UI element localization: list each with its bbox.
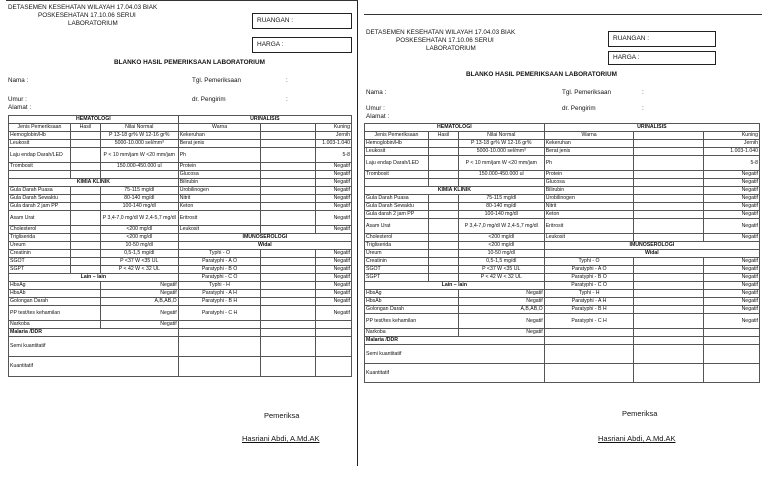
row-gdp-2: Gula Darah Puasa	[365, 195, 429, 203]
row-goldar-2: Golongan Darah	[365, 306, 459, 314]
row-typhi-h-2: Typhi - H	[544, 290, 634, 298]
row-goldar: Golongan Darah	[9, 298, 101, 306]
row-bilirubin: Bilirubin	[178, 179, 261, 187]
row-leukosit-2: Leukosit	[365, 148, 429, 156]
gdp-normal-2: 75-115 mg/dl	[458, 195, 544, 203]
row-ureum: Ureum	[9, 242, 71, 250]
row-para-bh: Paratyphi - B H	[178, 298, 261, 306]
row-nitrit: Nitrit	[178, 195, 261, 203]
header-line-3: LABORATORIUM	[68, 20, 118, 27]
row-malaria-2: Malaria /DDR	[365, 337, 545, 345]
col-nilai-2: Nilai Normal	[458, 132, 544, 140]
leukosit-normal: 5000-10.000 sel/mm³	[100, 140, 178, 148]
nitrit-normal-2: Negatif	[704, 203, 760, 211]
keton-normal-2: Negatif	[704, 211, 760, 219]
row-led: Laju endap Darah/LED	[9, 148, 71, 163]
form-title: BLANKO HASIL PEMERIKSAAN LABORATORIUM	[114, 59, 265, 66]
row-protein-2: Protein	[544, 171, 634, 179]
row-malaria: Malaria /DDR	[9, 329, 179, 337]
row-narkoba: Narkoba	[9, 321, 101, 329]
row-cholesterol-2: Cholesterol	[365, 234, 429, 242]
row-para-ch-2: Paratyphi - C H	[544, 314, 634, 329]
warna-normal-2: Kuning	[704, 132, 760, 140]
pp-normal-2: Negatif	[458, 314, 544, 329]
nama-field-2: Nama :	[366, 89, 387, 96]
gd2-normal-2: 100-140 mg/dl	[458, 211, 544, 219]
col-nilai: Nilai Normal	[100, 124, 178, 132]
leukosit-normal-2: 5000-10.000 sel/mm³	[458, 148, 544, 156]
uro-normal: Negatif	[316, 187, 352, 195]
row-urobilinogen: Urobilinogen	[178, 187, 261, 195]
hbsag-normal-2: Negatif	[458, 290, 544, 298]
dr-field: dr. Pengirim	[192, 96, 226, 103]
row-urobilinogen-2: Urobilinogen	[544, 195, 634, 203]
row-ureum-2: Ureum	[365, 250, 429, 258]
header-line-1-2: DETASEMEN KESEHATAN WILAYAH 17.04.03 BIAK	[366, 29, 516, 36]
hbsag-normal: Negatif	[100, 282, 178, 290]
row-sgot-2: SGOT	[365, 266, 429, 274]
form-header-2	[366, 29, 515, 53]
hb-normal-2: P 13-18 gr% W 12-16 gr%	[458, 140, 544, 148]
lain-heading-2: Lain – lain	[365, 282, 545, 290]
hb-normal: P 13-18 gr% W 12-16 gr%	[100, 132, 178, 140]
row-gdp: Gula Darah Puasa	[9, 187, 71, 195]
imuno-heading: IMUNOSEROLOGI	[178, 234, 351, 242]
row-para-ah: Paratyphi - A H	[178, 290, 261, 298]
row-led-2: Laju endap Darah/LED	[365, 156, 429, 171]
leuk-u-normal: Negatif	[316, 226, 352, 234]
kekeruhan-normal-2: Jernih	[704, 140, 760, 148]
dr-colon-2: :	[642, 105, 644, 112]
alamat-field: Alamat :	[8, 104, 32, 111]
row-bj-2: Berat jenis	[544, 148, 634, 156]
pemeriksa-label-2: Pemeriksa	[622, 409, 658, 418]
ph-normal: 5-8	[316, 148, 352, 163]
kimia-heading: KIMIA KLINIK	[9, 179, 179, 187]
hbsab-normal: Negatif	[100, 290, 178, 298]
kimia-heading-2: KIMIA KLINIK	[365, 187, 545, 195]
umur-field: Umur :	[8, 96, 27, 103]
row-asam-urat-2: Asam Urat	[365, 219, 429, 234]
uro-normal-2: Negatif	[704, 195, 760, 203]
header-line-2-2: POSKESEHATAN 17.10.06 SERUI	[396, 37, 494, 44]
typhi-h-normal-2: Negatif	[704, 290, 760, 298]
row-eritrosit-2: Eritrosit	[544, 219, 634, 234]
asam-normal: P 3,4-7,0 mg/dl W 2,4-5,7 mg/dl	[100, 211, 178, 226]
row-gd2: Gula darah 2 jam PP	[9, 203, 71, 211]
urinalisis-heading: URINALISIS	[178, 116, 351, 124]
protein-normal: Negatif	[316, 163, 352, 171]
row-para-ah-2: Paratyphi - A H	[544, 298, 634, 306]
sgot-normal-2: P <37 W <35 UL	[458, 266, 544, 274]
row-trombosit-2: Trombosit	[365, 171, 429, 179]
row-typhi-o-2: Typhi - O	[544, 258, 634, 266]
chol-normal: <200 mg/dl	[100, 226, 178, 234]
row-eritrosit: Eritrosit	[178, 211, 261, 226]
row-leukosit: Leukosit	[9, 140, 71, 148]
ureum-normal: 10-50 mg/dl	[100, 242, 178, 250]
row-para-bo-2: Paratyphi - B O	[544, 274, 634, 282]
tgl-field-2: Tgl. Pemeriksaan	[562, 89, 611, 96]
nitrit-normal: Negatif	[316, 195, 352, 203]
lab-form-left	[6, 0, 358, 466]
sgpt-normal: P < 42 W < 32 UL	[100, 266, 178, 274]
trombosit-normal-2: 150.000-450.000 ul	[458, 171, 544, 179]
header-line-3-2: LABORATORIUM	[426, 45, 476, 52]
form-title-2: BLANKO HASIL PEMERIKSAAN LABORATORIUM	[466, 71, 617, 78]
keton-normal: Negatif	[316, 203, 352, 211]
lab-table	[8, 115, 352, 377]
trombosit-normal: 150.000-450.000 ul	[100, 163, 178, 171]
bj-normal: 1.003-1.040	[316, 140, 352, 148]
pao-normal: Negatif	[316, 258, 352, 266]
pco-normal: Negatif	[316, 274, 352, 282]
row-glucosa-2: Glucosa	[544, 179, 634, 187]
gds-normal: 80-140 mg/dl	[100, 195, 178, 203]
kekeruhan-normal: Jernih	[316, 132, 352, 140]
col-jenis: Jenis Pemeriksaan	[9, 124, 71, 132]
row-para-bo: Paratyphi - B O	[178, 266, 261, 274]
imuno-heading-2: IMUNOSEROLOGI	[544, 242, 759, 250]
typhi-o-normal-2: Negatif	[704, 258, 760, 266]
row-trigliserida-2: Trigliserida	[365, 242, 429, 250]
dr-colon: :	[286, 96, 288, 103]
narkoba-normal-2: Negatif	[458, 329, 544, 337]
hbsab-normal-2: Negatif	[458, 298, 544, 306]
narkoba-normal: Negatif	[100, 321, 178, 329]
row-pp-test: PP test/tes kehamilan	[9, 306, 101, 321]
warna-normal: Kuning	[316, 124, 352, 132]
pemeriksa-label: Pemeriksa	[264, 411, 300, 420]
trig-normal: <200 mg/dl	[100, 234, 178, 242]
hematologi-heading: HEMATOLOGI	[9, 116, 179, 124]
row-hb-2: Hemoglobin/Hb	[365, 140, 429, 148]
tgl-field: Tgl. Pemeriksaan	[192, 77, 241, 84]
pah-normal: Negatif	[316, 290, 352, 298]
row-kekeruhan: Kekeruhan	[178, 132, 261, 140]
eritrosit-normal-2: Negatif	[704, 219, 760, 234]
sgpt-normal-2: P < 42 W < 32 UL	[458, 274, 544, 282]
signer-name-2: Hasriani Abdi, A.Md.AK	[598, 434, 676, 443]
row-sgpt: SGPT	[9, 266, 71, 274]
umur-field-2: Umur :	[366, 105, 385, 112]
glucosa-normal: Negatif	[316, 171, 352, 179]
led-normal: P < 10 mm/jam W <20 mm/jam	[100, 148, 178, 163]
typhi-o-normal: Negatif	[316, 250, 352, 258]
row-trigliserida: Trigliserida	[9, 234, 71, 242]
row-semi: Semi kuantitatif	[9, 337, 179, 357]
row-hbsab-2: HbsAb	[365, 298, 459, 306]
ph-normal-2: 5-8	[704, 156, 760, 171]
col-hasil-2: Hasil	[428, 132, 458, 140]
row-hbsag-2: HbsAg	[365, 290, 459, 298]
bj-normal-2: 1.003-1.040	[704, 148, 760, 156]
row-creatinin-2: Creatinin	[365, 258, 429, 266]
pah-normal-2: Negatif	[704, 298, 760, 306]
tgl-colon-2: :	[642, 89, 644, 96]
col-warna: Warna	[178, 124, 261, 132]
led-normal-2: P < 10 mm/jam W <20 mm/jam	[458, 156, 544, 171]
urinalisis-heading-2: URINALISIS	[544, 124, 759, 132]
row-ph: Ph	[178, 148, 261, 163]
sgot-normal: P <37 W <35 UL	[100, 258, 178, 266]
eritrosit-normal: Negatif	[316, 211, 352, 226]
row-protein: Protein	[178, 163, 261, 171]
gd2-normal: 100-140 mg/dl	[100, 203, 178, 211]
row-hb: Hemoglobin/Hb	[9, 132, 71, 140]
creat-normal-2: 0,5-1,5 mg/dl	[458, 258, 544, 266]
ruangan-box: RUANGAN :	[252, 13, 352, 29]
lab-form-right	[364, 14, 762, 480]
row-kuanti-2: Kuantitatif	[365, 364, 545, 383]
goldar-normal: A,B,AB,O	[100, 298, 178, 306]
row-bj: Berat jenis	[178, 140, 261, 148]
row-gds: Gula Darah Sewaktu	[9, 195, 71, 203]
col-warna-2: Warna	[544, 132, 634, 140]
row-trombosit: Trombosit	[9, 163, 71, 171]
row-hbsag: HbsAg	[9, 282, 101, 290]
row-para-ch: Paratyphi - C H	[178, 306, 261, 321]
goldar-normal-2: A,B,AB,O	[458, 306, 544, 314]
row-para-co-2: Paratyphi - C O	[544, 282, 634, 290]
row-typhi-o: Typhi - O	[178, 250, 261, 258]
alamat-field-2: Alamat :	[366, 113, 390, 120]
ruangan-box-2: RUANGAN :	[608, 31, 716, 47]
row-asam-urat: Asam Urat	[9, 211, 71, 226]
row-typhi-h: Typhi - H	[178, 282, 261, 290]
row-nitrit-2: Nitrit	[544, 203, 634, 211]
row-keton-2: Keton	[544, 211, 634, 219]
bilirubin-normal-2: Negatif	[704, 187, 760, 195]
form-header	[8, 4, 157, 28]
row-kuanti: Kuantitatif	[9, 357, 179, 377]
tgl-colon: :	[286, 77, 288, 84]
pch-normal: Negatif	[316, 306, 352, 321]
harga-box: HARGA :	[252, 37, 352, 53]
row-sgot: SGOT	[9, 258, 71, 266]
row-creatinin: Creatinin	[9, 250, 71, 258]
col-jenis-2: Jenis Pemeriksaan	[365, 132, 429, 140]
asam-normal-2: P 3,4-7,0 mg/dl W 2,4-5,7 mg/dl	[458, 219, 544, 234]
pbo-normal-2: Negatif	[704, 274, 760, 282]
row-para-ao-2: Paratyphi - A O	[544, 266, 634, 274]
row-keton: Keton	[178, 203, 261, 211]
nama-field: Nama :	[8, 77, 29, 84]
pp-normal: Negatif	[100, 306, 178, 321]
row-leukosit-urin: Leukosit	[178, 226, 261, 234]
row-hbsab: HbsAb	[9, 290, 101, 298]
hematologi-heading-2: HEMATOLOGI	[365, 124, 545, 132]
pbh-normal-2: Negatif	[704, 306, 760, 314]
leuk-u-normal-2: Negatif	[704, 234, 760, 242]
row-glucosa: Glucosa	[178, 171, 261, 179]
bilirubin-normal: Negatif	[316, 179, 352, 187]
lain-heading: Lain – lain	[9, 274, 179, 282]
pch-normal-2: Negatif	[704, 314, 760, 329]
lab-table-2	[364, 123, 760, 383]
header-line-1: DETASEMEN KESEHATAN WILAYAH 17.04.03 BIAK	[8, 4, 158, 11]
row-leukosit-urin-2: Leukosit	[544, 234, 634, 242]
row-semi-2: Semi kuantitatif	[365, 345, 545, 364]
protein-normal-2: Negatif	[704, 171, 760, 179]
gds-normal-2: 80-140 mg/dl	[458, 203, 544, 211]
row-gds-2: Gula Darah Sewaktu	[365, 203, 429, 211]
widal-heading: Widal	[178, 242, 351, 250]
row-pp-test-2: PP test/tes kehamilan	[365, 314, 459, 329]
chol-normal-2: <200 mg/dl	[458, 234, 544, 242]
row-bilirubin-2: Bilirubin	[544, 187, 634, 195]
row-narkoba-2: Narkoba	[365, 329, 459, 337]
row-para-ao: Paratyphi - A O	[178, 258, 261, 266]
row-sgpt-2: SGPT	[365, 274, 429, 282]
pbo-normal: Negatif	[316, 266, 352, 274]
pao-normal-2: Negatif	[704, 266, 760, 274]
creat-normal: 0,5-1,5 mg/dl	[100, 250, 178, 258]
row-ph-2: Ph	[544, 156, 634, 171]
col-hasil: Hasil	[70, 124, 100, 132]
widal-heading-2: Widal	[544, 250, 759, 258]
signer-name: Hasriani Abdi, A.Md.AK	[242, 434, 320, 443]
dr-field-2: dr. Pengirim	[562, 105, 596, 112]
gdp-normal: 75-115 mg/dl	[100, 187, 178, 195]
row-cholesterol: Cholesterol	[9, 226, 71, 234]
row-para-co: Paratyphi - C O	[178, 274, 261, 282]
row-kekeruhan-2: Kekeruhan	[544, 140, 634, 148]
ureum-normal-2: 10-50 mg/dl	[458, 250, 544, 258]
header-line-2: POSKESEHATAN 17.10.06 SERUI	[38, 12, 136, 19]
pco-normal-2: Negatif	[704, 282, 760, 290]
typhi-h-normal: Negatif	[316, 282, 352, 290]
trig-normal-2: <200 mg/dl	[458, 242, 544, 250]
pbh-normal: Negatif	[316, 298, 352, 306]
row-para-bh-2: Paratyphi - B H	[544, 306, 634, 314]
glucosa-normal-2: Negatif	[704, 179, 760, 187]
harga-box-2: HARGA :	[608, 51, 716, 65]
row-gd2-2: Gula darah 2 jam PP	[365, 211, 429, 219]
